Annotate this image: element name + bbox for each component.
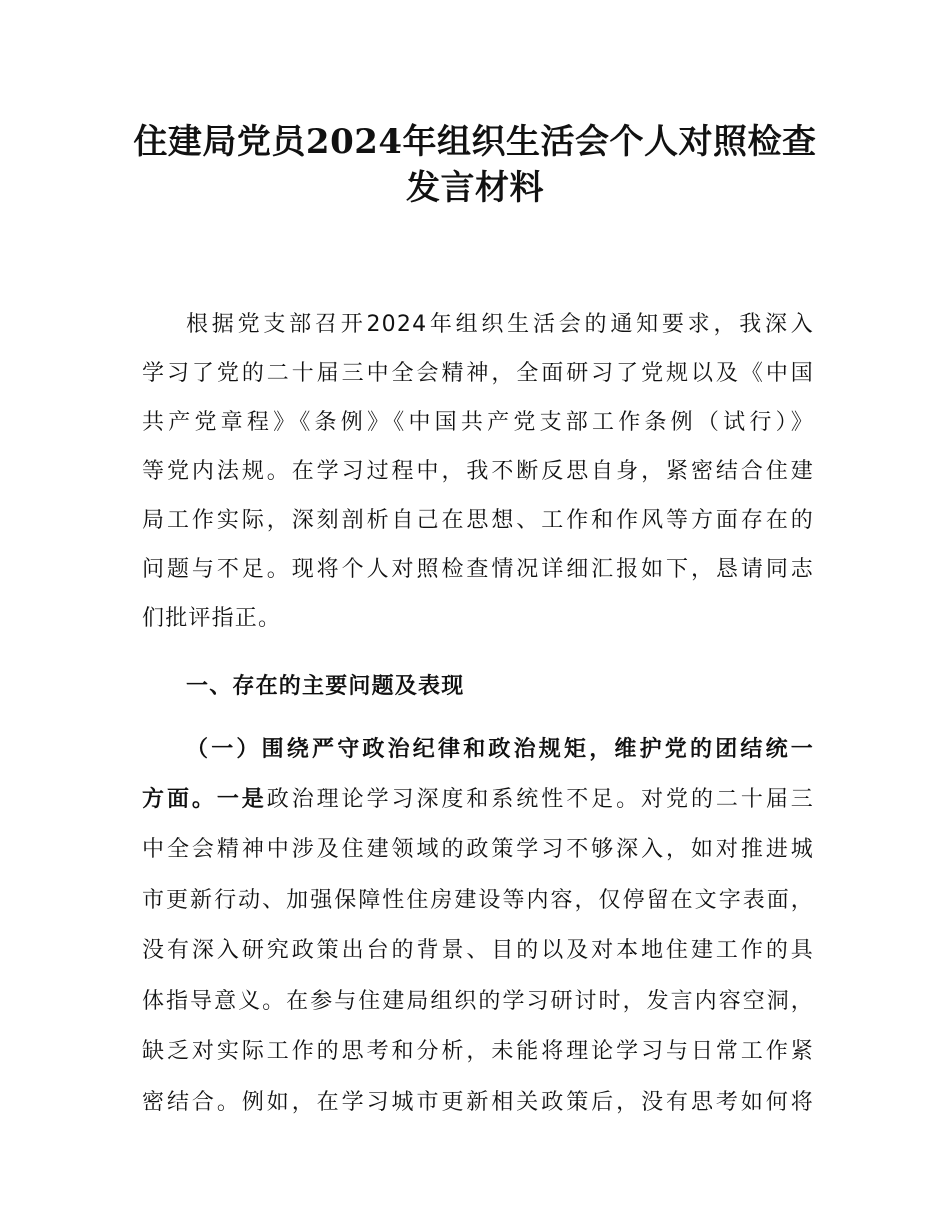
intro-line-6: 问题与不足。现将个人对照检查情况详细汇报如下，恳请同志 <box>142 557 814 582</box>
document-title-line-1: 住建局党员2024年组织生活会个人对照检查 <box>133 122 817 162</box>
body-line-5: 缺乏对实际工作的思考和分析，未能将理论学习与日常工作紧 <box>142 1039 814 1064</box>
intro-line-2: 学习了党的二十届三中全会精神，全面研习了党规以及《中国 <box>142 361 814 386</box>
body-line-1: 中全会精神中涉及住建领域的政策学习不够深入，如对推进城 <box>142 837 814 862</box>
intro-line-5: 局工作实际，深刻剖析自己在思想、工作和作风等方面存在的 <box>142 508 814 533</box>
body-line-3: 没有深入研究政策出台的背景、目的以及对本地住建工作的具 <box>142 938 814 963</box>
document-title-line-2: 发言材料 <box>406 168 544 208</box>
intro-line-3: 共产党章程》《条例》《中国共产党支部工作条例（试行）》 <box>142 410 814 435</box>
subsection-1-line-2-text: 政治理论学习深度和系统性不足。对党的二十届三 <box>266 787 814 812</box>
body-line-2: 市更新行动、加强保障性住房建设等内容，仅停留在文字表面， <box>142 888 814 913</box>
body-line-4: 体指导意义。在参与住建局组织的学习研讨时，发言内容空洞， <box>142 989 814 1014</box>
intro-line-4: 等党内法规。在学习过程中，我不断反思自身，紧密结合住建 <box>142 459 814 484</box>
body-line-6: 密结合。例如，在学习城市更新相关政策后，没有思考如何将 <box>142 1090 814 1115</box>
intro-line-1: 根据党支部召开2024年组织生活会的通知要求，我深入 <box>186 312 814 337</box>
intro-line-7: 们批评指正。 <box>142 606 282 631</box>
subsection-1-line-2 <box>142 775 814 825</box>
subsection-1-heading-line-2: 方面。一是 <box>142 787 267 812</box>
section-1-heading: 一、存在的主要问题及表现 <box>186 674 465 699</box>
subsection-1-heading-line-1: （一）围绕严守政治纪律和政治规矩，维护党的团结统一 <box>186 737 814 762</box>
